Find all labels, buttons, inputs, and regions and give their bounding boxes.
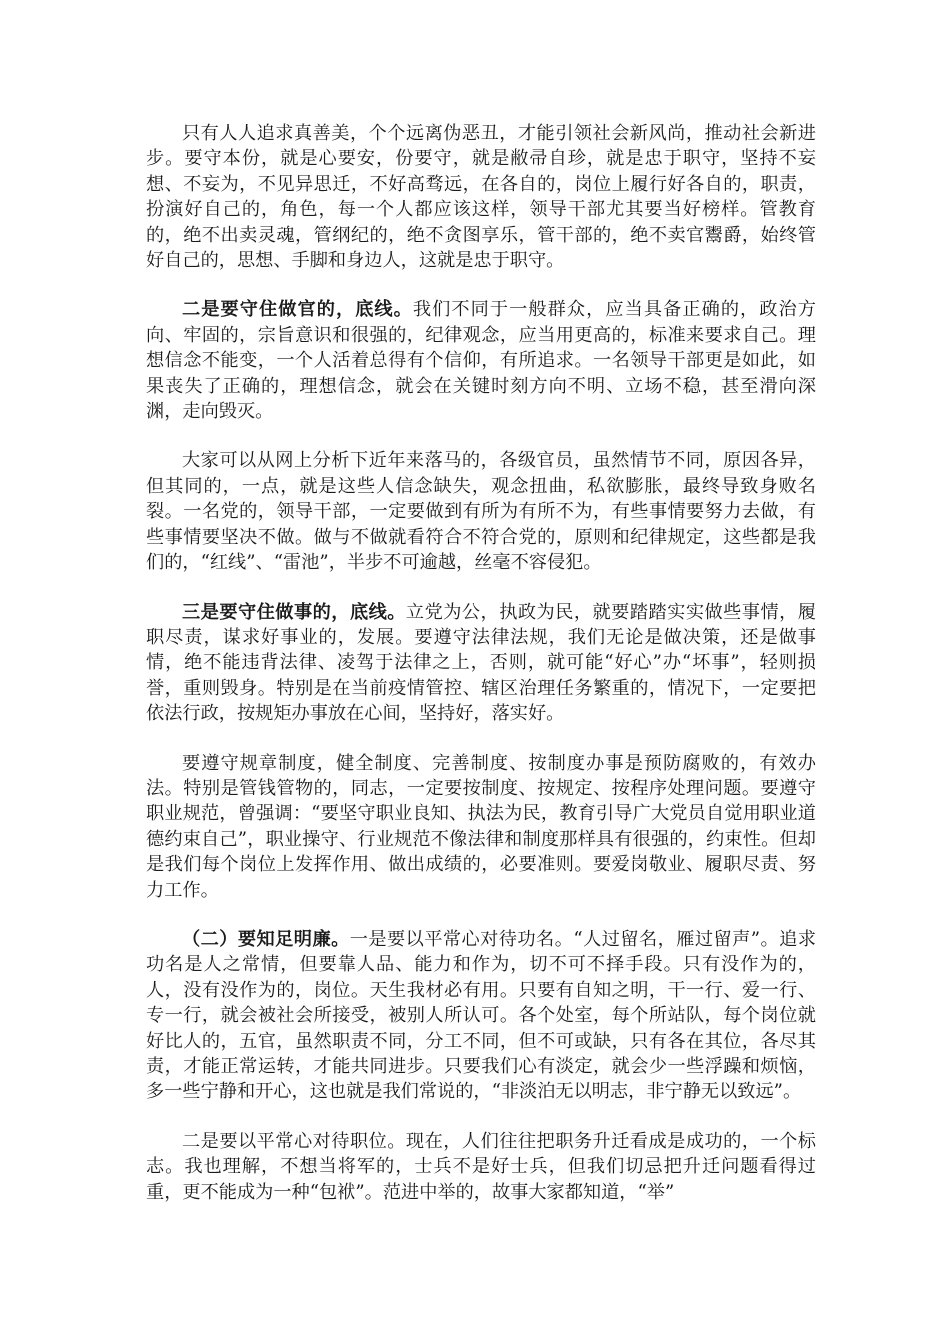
paragraph-lead: （二）要知足明廉。 — [182, 928, 350, 950]
paragraph-2 — [146, 297, 816, 424]
paragraph-text: 我们不同于一般群众，应当具备正确的，政治方向、牢固的，宗旨意识和很强的，纪律观念，应当用更高的，标准来要求自己。理想信念不能变，一个人活着总得有个信仰，有所追求。一名领导干部更是如此，如果丧失了正确的，理想信念，就会在关键时刻方向不明、立场不稳，甚至滑向深渊，走向毁灭。 — [146, 299, 816, 423]
paragraph-5 — [146, 751, 816, 903]
paragraph-text: 一是要以平常心对待功名。“人过留名，雁过留声”。追求功名是人之常情，但要靠人品、能力和作为，切不可不择手段。只有没作为的，人，没有没作为的，岗位。天生我材必有用。只要有自知之明，干一行、爱一行、专一行，就会被社会所接受，被别人所认可。各个处室，每个所站队，每个岗位就好比人的，五官，虽然职责不同，分工不同，但不可或缺，只有各在其位，各尽其责，才能正常运转，才能共同进步。只要我们心有淡定，就会少一些浮躁和烦恼，多一些宁静和开心，这也就是我们常说的，“非淡泊无以明志，非宁静无以致远”。 — [146, 928, 816, 1103]
paragraph-text: 要遵守规章制度，健全制度、完善制度、按制度办事是预防腐败的，有效办法。特别是管钱管物的，同志，一定要按制度、按规定、按程序处理问题。要遵守职业规范，曾强调：“要坚守职业良知、执法为民，教育引导广大党员自觉用职业道德约束自己”，职业操守、行业规范不像法律和制度那样具有很强的，约束性。但却是我们每个岗位上发挥作用、做出成绩的，必要准则。要爱岗敬业、履职尽责、努力工作。 — [146, 752, 816, 901]
paragraph-text: 只有人人追求真善美，个个远离伪恶丑，才能引领社会新风尚，推动社会新进步。要守本份，就是心要安，份要守，就是敝帚自珍，就是忠于职守，坚持不妄想、不妄为，不见异思迁，不好高骛远，在各自的，岗位上履行好各自的，职责，扮演好自己的，角色，每一个人都应该这样，领导干部尤其要当好榜样。管教育的，绝不出卖灵魂，管纲纪的，绝不贪图享乐，管干部的，绝不卖官鬻爵，始终管好自己的，思想、手脚和身边人，这就是忠于职守。 — [146, 123, 816, 272]
document-body — [146, 121, 816, 1229]
paragraph-text: 二是要以平常心对待职位。现在，人们往往把职务升迁看成是成功的，一个标志。我也理解，不想当将军的，士兵不是好士兵，但我们切忌把升迁问题看得过重，更不能成为一种“包袱”。范进中举的，故事大家都知道，“举” — [146, 1130, 816, 1203]
paragraph-1 — [146, 121, 816, 273]
paragraph-text: 大家可以从网上分析下近年来落马的，各级官员，虽然情节不同，原因各异，但其同的，一点，就是这些人信念缺失，观念扭曲，私欲膨胀，最终导致身败名裂。一名党的，领导干部，一定要做到有所为有所不为，有些事情要努力去做，有些事情要坚决不做。做与不做就看符合不符合党的，原则和纪律规定，这些都是我们的，“红线”、“雷池”，半步不可逾越，丝毫不容侵犯。 — [146, 450, 816, 574]
paragraph-4 — [146, 600, 816, 727]
paragraph-7 — [146, 1129, 816, 1205]
paragraph-lead: 三是要守住做事的，底线。 — [182, 601, 406, 623]
paragraph-text: 立党为公，执政为民，就要踏踏实实做些事情，履职尽责，谋求好事业的，发展。要遵守法律法规，我们无论是做决策，还是做事情，绝不能违背法律、凌驾于法律之上，否则，就可能“好心”办“坏事”，轻则损誉，重则毁身。特别是在当前疫情管控、辖区治理任务繁重的，情况下，一定要把依法行政，按规矩办事放在心间，坚持好，落实好。 — [146, 601, 816, 725]
paragraph-6 — [146, 927, 816, 1105]
paragraph-3 — [146, 448, 816, 575]
paragraph-lead: 二是要守住做官的，底线。 — [182, 299, 413, 321]
